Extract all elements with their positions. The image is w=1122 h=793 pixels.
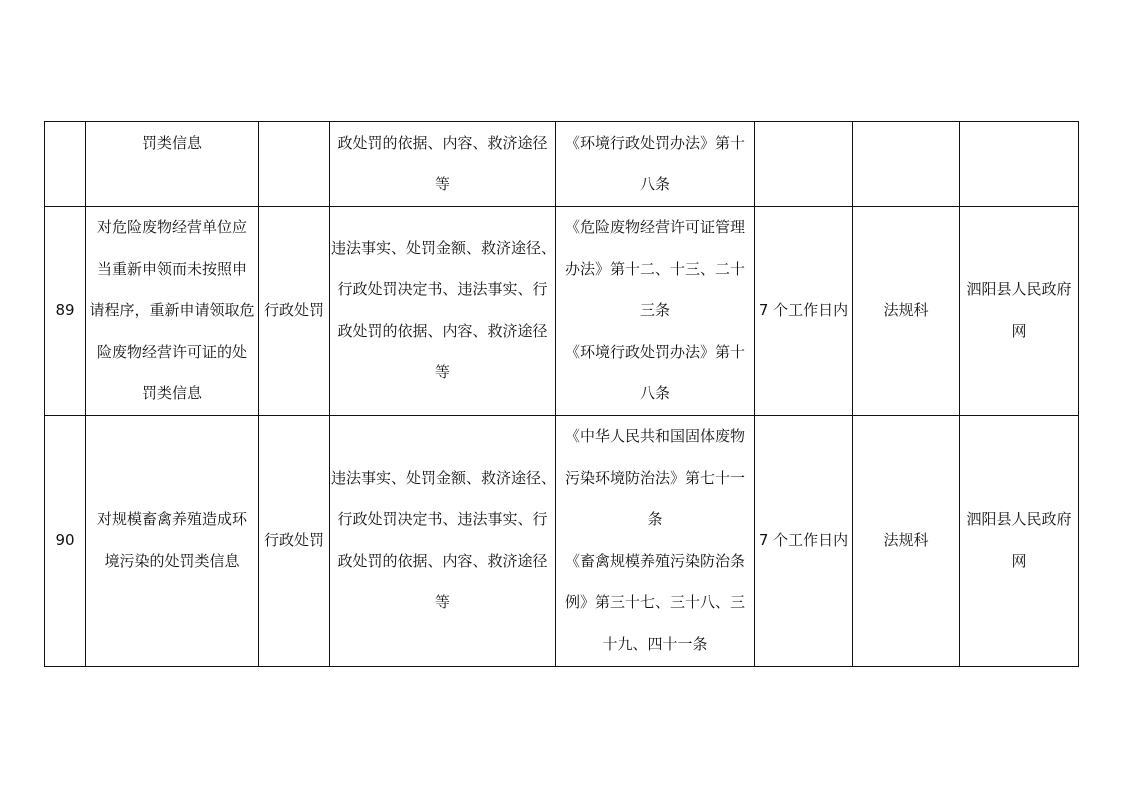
basis-line: 十九、四十一条 (602, 634, 708, 653)
basis-line: 《畜禽规模养殖污染防治条 (564, 551, 745, 570)
item-name-cell (86, 122, 259, 207)
content-line: 违法事实、处罚金额、救济途径、 (331, 238, 557, 257)
table-row (45, 122, 1079, 207)
time-limit-cell: 7 个工作日内 (755, 207, 853, 416)
row-number-cell: 90 (45, 415, 86, 666)
category-cell: 行政处罚 (259, 415, 330, 666)
department-cell: 法规科 (853, 415, 960, 666)
channel-line: 泗阳县人民政府 (966, 280, 1072, 299)
basis-line: 条 (647, 510, 663, 528)
item-name-cell (86, 207, 259, 416)
content-cell (330, 207, 556, 416)
basis-line: 八条 (639, 175, 670, 193)
time-limit-cell (755, 122, 853, 207)
channel-line: 网 (1011, 551, 1027, 570)
basis-line: 例》第三十七、三十八、三 (564, 593, 745, 611)
basis-line: 三条 (639, 301, 670, 319)
basis-line: 《环境行政处罚办法》第十 (564, 133, 745, 152)
channel-line: 泗阳县人民政府 (966, 510, 1072, 528)
item-name-line: 对危险废物经营单位应 (96, 218, 247, 236)
disclosure-table (44, 121, 1079, 667)
content-line: 政处罚的依据、内容、救济途径 (337, 551, 548, 570)
item-name-line: 境污染的处罚类信息 (104, 551, 240, 570)
basis-line: 《环境行政处罚办法》第十 (564, 342, 745, 361)
item-name-line: 罚类信息 (141, 133, 202, 152)
channel-cell (960, 415, 1079, 666)
row-number-cell: 89 (45, 207, 86, 416)
basis-line: 污染环境防治法》第七十一 (564, 468, 745, 487)
item-name-cell (86, 415, 259, 666)
content-line: 政处罚的依据、内容、救济途径 (337, 321, 548, 340)
basis-line: 八条 (639, 384, 670, 402)
content-line: 行政处罚决定书、违法事实、行 (337, 510, 548, 528)
basis-line: 办法》第十二、十三、二十 (564, 259, 745, 278)
basis-line: 《危险废物经营许可证管理 (564, 218, 745, 236)
channel-cell (960, 122, 1079, 207)
channel-line: 网 (1011, 321, 1027, 340)
item-name-line: 险废物经营许可证的处 (96, 342, 247, 361)
content-cell (330, 122, 556, 207)
content-line: 等 (434, 593, 450, 611)
basis-cell (556, 207, 755, 416)
content-line: 违法事实、处罚金额、救济途径、 (331, 468, 557, 487)
item-name-line: 请程序，重新申请领取危 (89, 301, 255, 319)
department-cell: 法规科 (853, 207, 960, 416)
content-line: 等 (434, 363, 450, 382)
content-line: 等 (434, 175, 450, 193)
basis-line: 《中华人民共和国固体废物 (564, 427, 745, 445)
category-cell: 行政处罚 (259, 207, 330, 416)
category-cell (259, 122, 330, 207)
department-cell (853, 122, 960, 207)
item-name-line: 罚类信息 (141, 384, 202, 402)
row-number-cell (45, 122, 86, 207)
table-row (45, 207, 1079, 416)
basis-cell (556, 415, 755, 666)
item-name-line: 当重新申领而未按照申 (96, 259, 247, 278)
channel-cell (960, 207, 1079, 416)
content-line: 行政处罚决定书、违法事实、行 (337, 280, 548, 299)
item-name-line: 对规模畜禽养殖造成环 (96, 510, 247, 528)
content-cell (330, 415, 556, 666)
time-limit-cell: 7 个工作日内 (755, 415, 853, 666)
basis-cell (556, 122, 755, 207)
content-line: 政处罚的依据、内容、救济途径 (337, 133, 548, 152)
table-row (45, 415, 1079, 666)
